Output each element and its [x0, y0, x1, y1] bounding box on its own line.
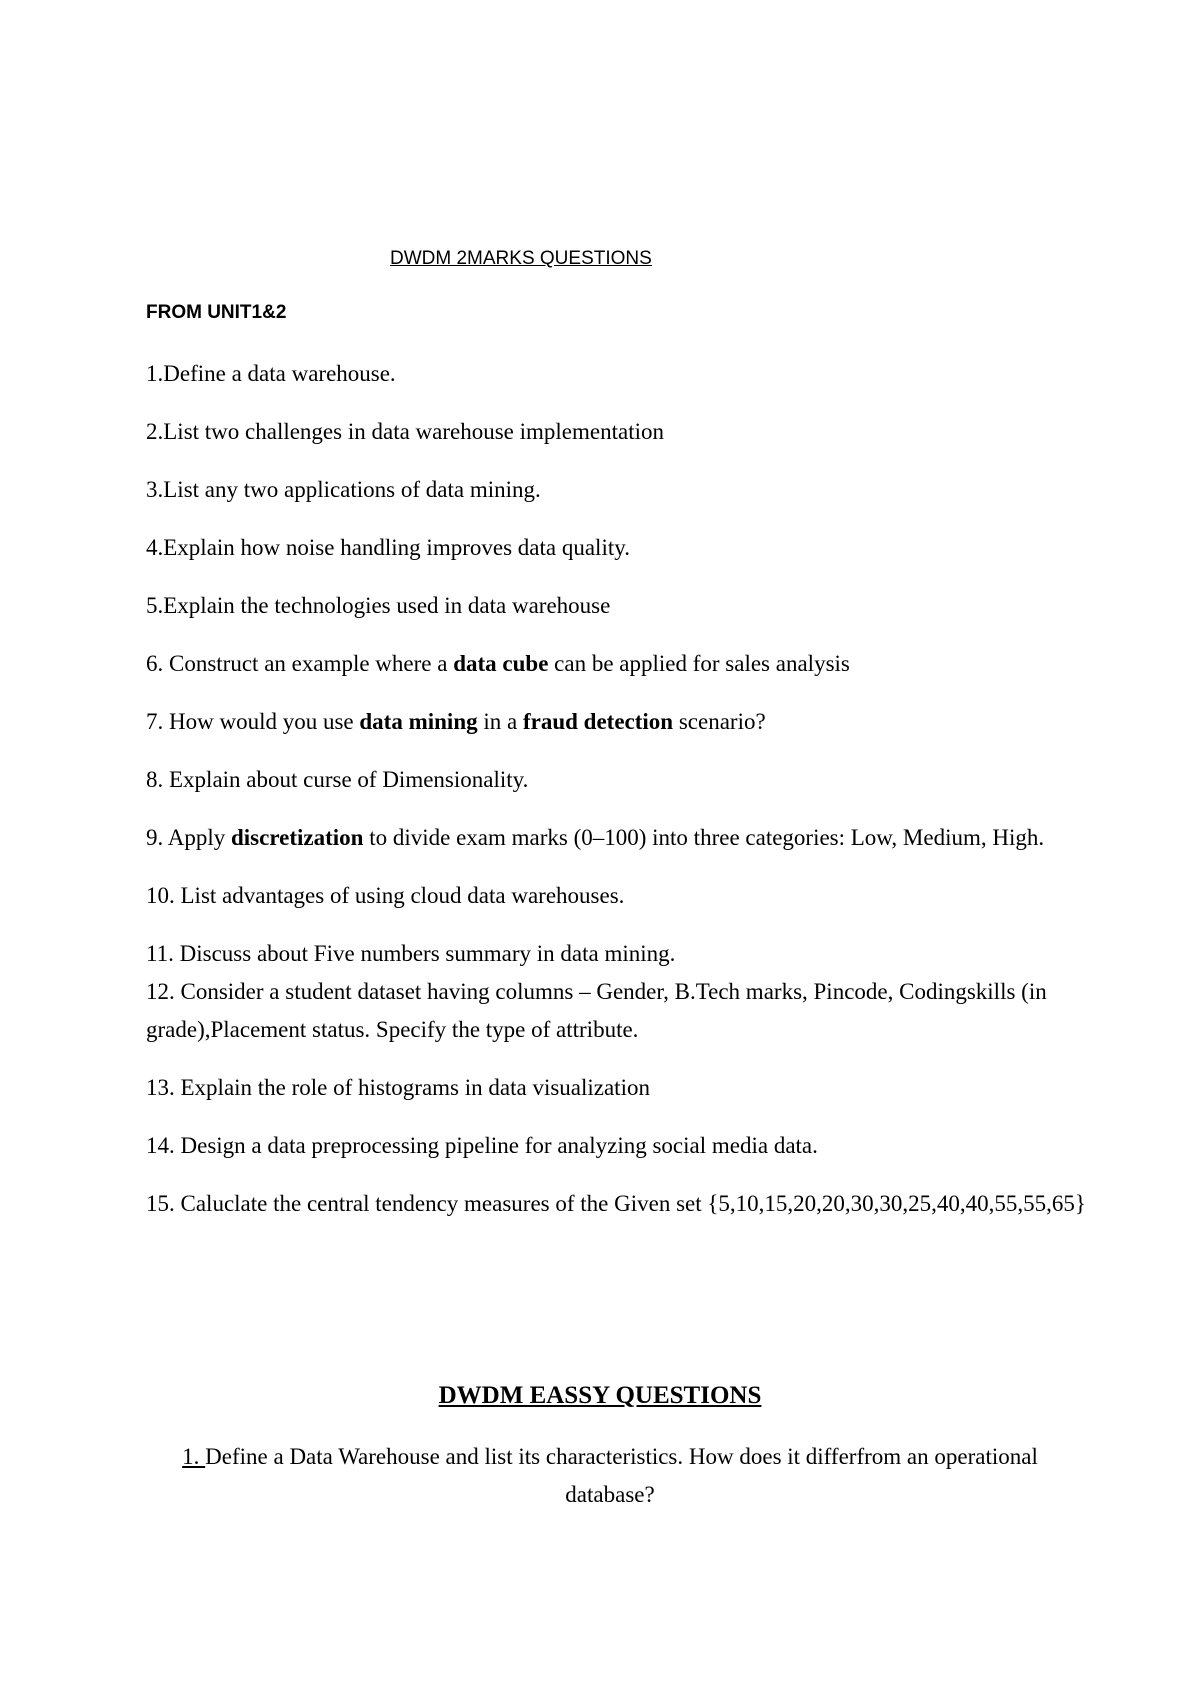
unit-subtitle: FROM UNIT1&2 [146, 302, 287, 323]
essay-heading: DWDM EASSY QUESTIONS [438, 1382, 762, 1409]
question-text: 2.List two challenges in data warehouse implementation [146, 419, 664, 444]
question-item [146, 877, 1086, 915]
question-item [146, 703, 1086, 741]
essay-question-list [150, 1438, 1070, 1514]
question-bold-term: data cube [453, 651, 549, 676]
question-text: scenario? [673, 709, 766, 734]
question-bold-term: fraud detection [522, 709, 674, 734]
question-item [146, 819, 1086, 857]
question-item [146, 973, 1086, 1049]
question-item [146, 645, 1086, 683]
question-item [146, 471, 1086, 509]
question-item [146, 1127, 1086, 1165]
essay-question-text: Define a Data Warehouse and list its characteristics. How does it differfrom an operational database? [205, 1444, 1038, 1507]
essay-question-item [150, 1438, 1070, 1514]
question-item [146, 587, 1086, 625]
question-text: 4.Explain how noise handling improves data quality. [146, 535, 630, 560]
question-text: 7. How would you use [146, 709, 360, 734]
question-text: 12. Consider a student dataset having columns – Gender, B.Tech marks, Pincode, Codingskills (in grade),Placement status. Specify the type of attribute. [146, 979, 1047, 1042]
question-item [146, 935, 1086, 973]
question-text: to divide exam marks (0–100) into three categories: Low, Medium, High. [363, 825, 1045, 850]
question-item [146, 355, 1086, 393]
question-text: in a [477, 709, 523, 734]
question-text: 9. Apply [146, 825, 231, 850]
question-text: 8. Explain about curse of Dimensionality. [146, 767, 529, 792]
question-text: 1.Define a data warehouse. [146, 361, 396, 386]
essay-question-number: 1. [182, 1444, 206, 1469]
question-bold-term: data mining [359, 709, 478, 734]
question-text: 14. Design a data preprocessing pipeline for analyzing social media data. [146, 1133, 818, 1158]
question-item [146, 529, 1086, 567]
question-text: 5.Explain the technologies used in data warehouse [146, 593, 611, 618]
question-text: 6. Construct an example where a [146, 651, 454, 676]
question-text: can be applied for sales analysis [548, 651, 850, 676]
document-title: DWDM 2MARKS QUESTIONS [390, 248, 652, 269]
question-text: 3.List any two applications of data mining. [146, 477, 541, 502]
two-mark-question-list [146, 355, 1086, 1243]
question-item [146, 761, 1086, 799]
question-item [146, 413, 1086, 451]
question-item [146, 1185, 1086, 1223]
question-item [146, 1069, 1086, 1107]
question-bold-term: discretization [230, 825, 364, 850]
question-text: 11. Discuss about Five numbers summary in data mining. [146, 941, 676, 966]
question-text: 15. Caluclate the central tendency measures of the Given set {5,10,15,20,20,30,30,25,40,40,55,55,65} [146, 1191, 1086, 1216]
question-text: 13. Explain the role of histograms in data visualization [146, 1075, 650, 1100]
question-text: 10. List advantages of using cloud data warehouses. [146, 883, 625, 908]
